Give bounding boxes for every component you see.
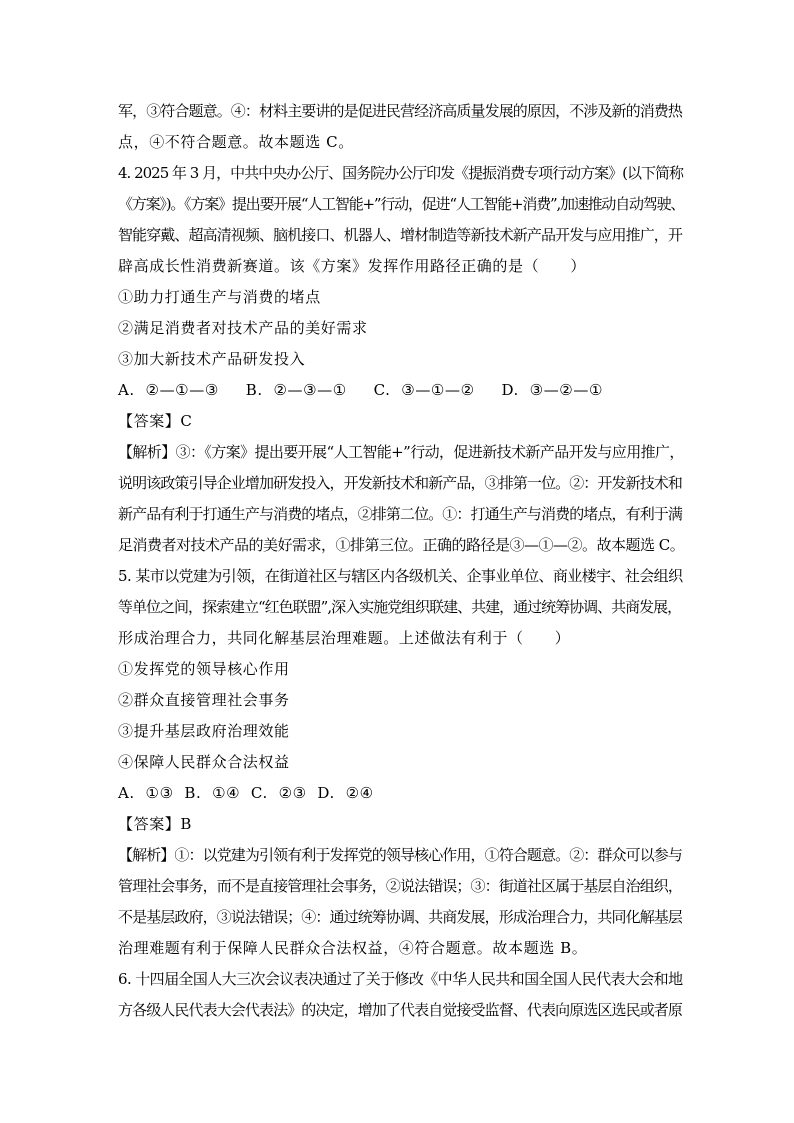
question-4-item: ③加大新技术产品研发投入 [118,350,306,368]
text-line: 治理难题有利于保障人民群众合法权益，④符合题意。故本题选 B。 [118,939,588,957]
text-line: 军，③符合题意。④：材料主要讲的是促进民营经济高质量发展的原因，不涉及新的消费热 [118,102,683,120]
question-4-item: ②满足消费者对技术产品的美好需求 [118,319,368,337]
question-4-item: ①助力打通生产与消费的堵点 [118,288,321,306]
question-4-stem: 4. 2025 年 3 月，中共中央办公厅、国务院办公厅印发《提振消费专项行动方案》(以下简称 [118,164,683,182]
question-4-options: A. ②—①—③ B. ②—③—① C. ③—①—② D. ③—②—① [118,381,603,399]
text-line: 管理社会事务，而不是直接管理社会事务，②说法错误；③：街道社区属于基层自治组织， [118,877,683,895]
text-line: 形成治理合力，共同化解基层治理难题。上述做法有利于（ ） [118,629,571,647]
text-line: 智能穿戴、超高清视频、脑机接口、机器人、增材制造等新技术新产品开发与应用推广，开 [118,226,683,244]
text-line: 足消费者对技术产品的美好需求，①排第三位。正确的路径是③—①—②。故本题选 C。 [118,536,685,554]
question-5-item: ③提升基层政府治理效能 [118,722,290,740]
text-line: 方各级人民代表大会代表法》的决定，增加了代表自觉接受监督、代表向原选区选民或者原 [118,1001,683,1019]
question-5-item: ④保障人民群众合法权益 [118,753,290,771]
text-line: 《方案》)。《方案》提出要开展“人工智能+”行动，促进“人工智能+消费”,加速推动自动驾驶、 [118,195,685,213]
question-5-stem: 5. 某市以党建为引领，在街道社区与辖区内各级机关、企事业单位、商业楼宇、社会组织 [118,567,683,585]
text-line: 点，④不符合题意。故本题选 C。 [118,133,354,151]
question-5-item: ②群众直接管理社会事务 [118,691,290,709]
document-page [118,96,684,1026]
question-5-answer: 【答案】B [118,815,193,833]
question-5-options: A. ①③ B. ①④ C. ②③ D. ②④ [118,784,374,802]
text-line: 说明该政策引导企业增加研发投入，开发新技术和新产品，③排第一位。②：开发新技术和 [118,474,683,492]
question-5-item: ①发挥党的领导核心作用 [118,660,290,678]
question-6-stem: 6. 十四届全国人大三次会议表决通过了关于修改《中华人民共和国全国人民代表大会和地 [118,970,683,988]
text-line: 新产品有利于打通生产与消费的堵点，②排第二位。①：打通生产与消费的堵点，有利于满 [118,505,683,523]
text-line: 等单位之间，探索建立“红色联盟”,深入实施党组织联建、共建，通过统筹协调、共商发展， [118,598,682,616]
question-4-analysis: 【解析】③：《方案》提出要开展“人工智能+”行动，促进新技术新产品开发与应用推广， [118,443,684,461]
text-line: 不是基层政府，③说法错误；④：通过统筹协调、共商发展，形成治理合力，共同化解基层 [118,908,683,926]
text-line: 辟高成长性消费新赛道。该《方案》发挥作用路径正确的是（ ） [118,257,587,275]
question-4-answer: 【答案】C [118,412,193,430]
question-5-analysis: 【解析】①：以党建为引领有利于发挥党的领导核心作用，①符合题意。②：群众可以参与 [118,846,683,864]
